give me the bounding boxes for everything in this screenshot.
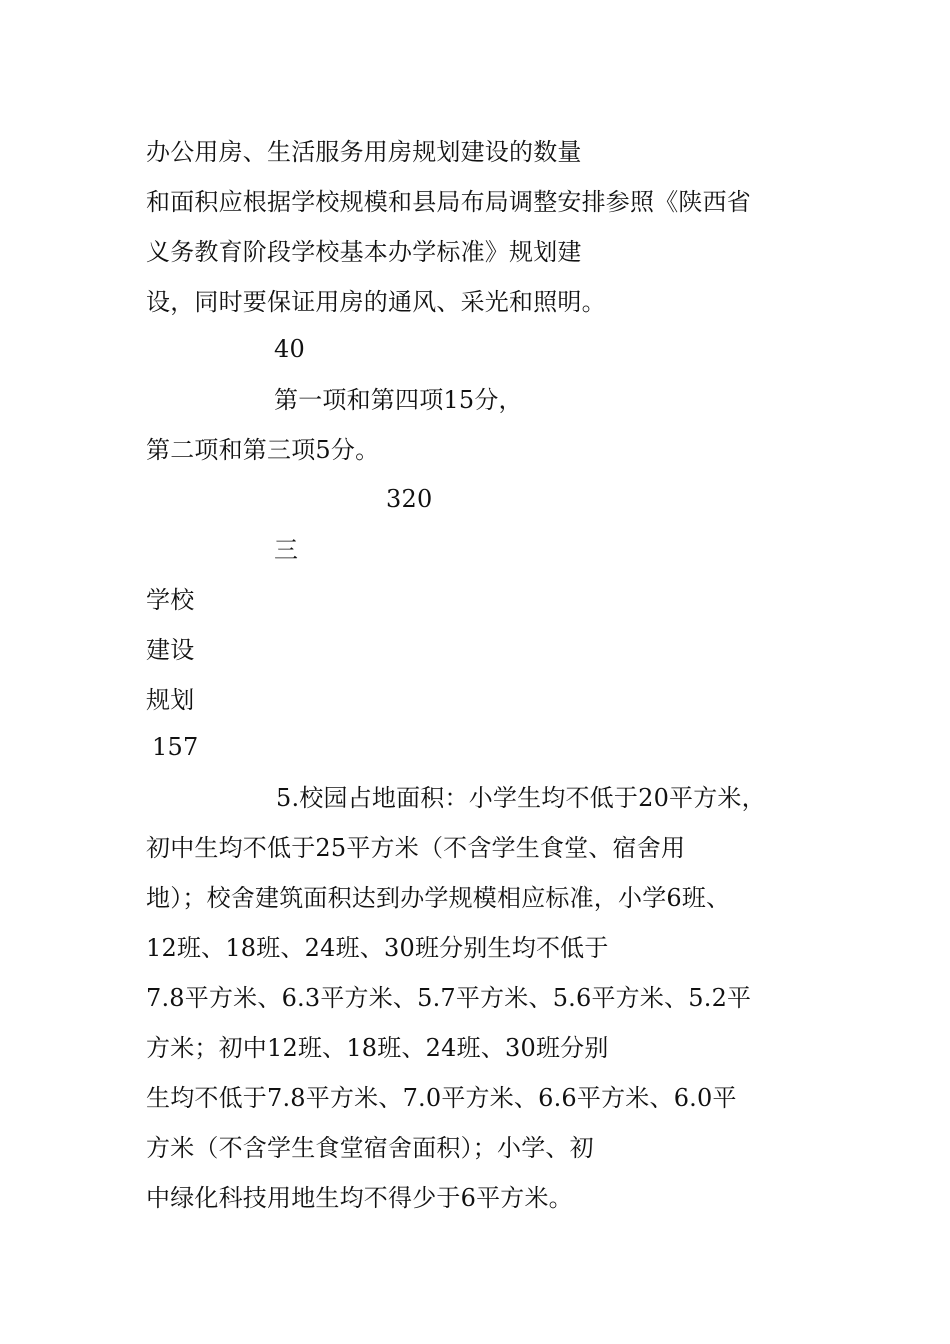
text-line: 方米；初中12班、18班、24班、30班分别	[146, 1034, 609, 1062]
text-line: 设，同时要保证用房的通风、采光和照明。	[146, 288, 606, 316]
score-value: 40	[274, 335, 305, 363]
scoring-rule: 第二项和第三项5分。	[146, 436, 380, 464]
section-title: 建设	[146, 636, 195, 664]
section-number: 三	[274, 536, 299, 564]
text-line: 7.8平方米、6.3平方米、5.7平方米、5.6平方米、5.2平	[146, 984, 752, 1012]
total-score: 320	[386, 485, 433, 513]
text-line: 地）；校舍建筑面积达到办学规模相应标准，小学6班、	[146, 884, 731, 912]
text-line: 方米（不含学生食堂宿舍面积）；小学、初	[146, 1134, 594, 1162]
text-line: 义务教育阶段学校基本办学标准》规划建	[146, 238, 582, 266]
text-line: 中绿化科技用地生均不得少于6平方米。	[146, 1184, 573, 1212]
section-title: 规划	[146, 686, 195, 714]
text-line: 初中生均不低于25平方米（不含学生食堂、宿舍用	[146, 834, 686, 862]
text-line: 12班、18班、24班、30班分别生均不低于	[146, 934, 609, 962]
text-line: 生均不低于7.8平方米、7.0平方米、6.6平方米、6.0平	[146, 1084, 737, 1112]
text-line: 5.校园占地面积：小学生均不低于20平方米，	[276, 784, 766, 812]
scoring-rule: 第一项和第四项15分，	[274, 386, 523, 414]
section-title: 学校	[146, 586, 195, 614]
text-line: 办公用房、生活服务用房规划建设的数量	[146, 138, 582, 166]
score-value: 157	[152, 733, 199, 761]
text-line: 和面积应根据学校规模和县局布局调整安排参照《陕西省	[146, 188, 751, 216]
